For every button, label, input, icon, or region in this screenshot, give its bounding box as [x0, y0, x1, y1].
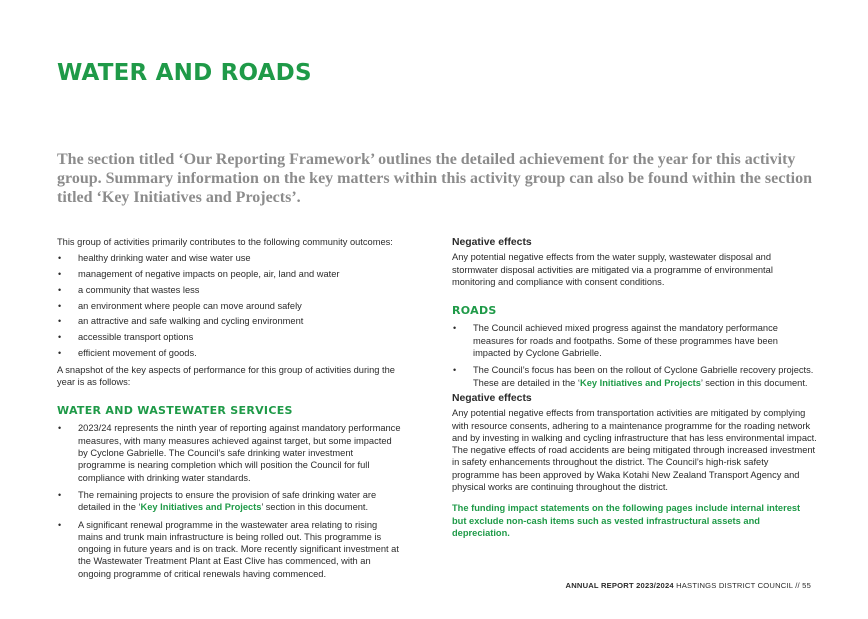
intro-summary: The section titled ‘Our Reporting Framework’ outlines the detailed achievement for the year for this activity group. Summary information on the key matters within this activity group can also be found within the section titled ‘Key Initiatives and Projects’.	[57, 151, 812, 206]
footer-council-page: HASTINGS DISTRICT COUNCIL // 55	[673, 581, 811, 590]
right-column	[452, 237, 817, 539]
page-title: WATER AND ROADS	[57, 60, 312, 86]
list-item: • an environment where people can move around safely	[57, 300, 402, 312]
outcomes-lead: This group of activities primarily contributes to the following community outcomes:	[57, 237, 393, 247]
list-item: • a community that wastes less	[57, 284, 402, 296]
negative-effects-heading: Negative effects	[452, 392, 532, 404]
page-footer	[566, 581, 811, 590]
key-initiatives-link[interactable]: Key Initiatives and Projects	[579, 377, 701, 388]
negative-effects-heading: Negative effects	[452, 237, 532, 248]
key-initiatives-link[interactable]: Key Initiatives and Projects	[140, 502, 262, 513]
list-item: • an attractive and safe walking and cycling environment	[57, 315, 402, 327]
snapshot-text: A snapshot of the key aspects of performance for this group of activities during the year is as follows:	[57, 364, 395, 387]
list-item: • A significant renewal programme in the wastewater area relating to rising mains and trunk main infrastructure is being rolled out. This programme is ongoing in future years and is on track. More recently significant investment at the Wastewater Treatment Plant at East Clive has commenced, with an ongoing programme of critical renewals having commenced.	[57, 519, 402, 580]
list-item: • efficient movement of goods.	[57, 347, 402, 359]
water-p2-tail: ’ section in this document.	[261, 502, 369, 513]
list-item	[57, 489, 402, 514]
list-item: • accessible transport options	[57, 331, 402, 343]
water-section-heading: WATER AND WASTEWATER SERVICES	[57, 404, 293, 418]
footer-report-label: ANNUAL REPORT 2023/2024	[565, 581, 674, 590]
roads-p2-tail: ’ section in this document.	[700, 377, 808, 388]
outcomes-list	[57, 252, 402, 360]
negative-effects-water-text: Any potential negative effects from the water supply, wastewater disposal and stormwater disposal activities are mitigated via a programme of environmental monitoring and compliance with consent conditions.	[452, 252, 773, 287]
list-item: • 2023/24 represents the ninth year of reporting against mandatory performance measures, with many measures achieved against target, but some impacted by Cyclone Gabrielle. The Council’s safe drinking water investment programme is nearing completion which will position the Council for full compliance with drinking water standards.	[57, 422, 402, 483]
list-item	[452, 364, 817, 389]
roads-points-list	[452, 322, 817, 388]
left-column	[57, 236, 402, 580]
list-item: • The Council achieved mixed progress against the mandatory performance measures for roads and footpaths. Some of these programmes have been impacted by Cyclone Gabrielle.	[452, 322, 817, 359]
roads-section-heading: ROADS	[452, 304, 497, 318]
roads-p2-text: The Council’s focus has been on the rollout of Cyclone Gabrielle recovery projects. These are detailed in the ‘	[473, 365, 814, 388]
water-points-list	[57, 422, 402, 580]
list-item: • healthy drinking water and wise water use	[57, 252, 402, 264]
negative-effects-roads-text: Any potential negative effects from transportation activities are mitigated by complying with resource consents, adhering to a maintenance programme for the roading network and by investing in walking and cycling infrastructure that has less environmental impact. The negative effects of road accidents are being mitigated through increased investment in safety enhancements throughout the district. The Council’s high-risk safety programme has been approved by Waka Kotahi New Zealand Transport Agency and physical works are continuing throughout the district.	[452, 408, 817, 493]
water-p2-text: The remaining projects to ensure the provision of safe drinking water are detailed in the ‘	[78, 489, 377, 513]
list-item: • management of negative impacts on people, air, land and water	[57, 268, 402, 280]
funding-note: The funding impact statements on the following pages include internal interest but exclude non-cash items such as vested infrastructural assets and depreciation.	[452, 503, 801, 538]
